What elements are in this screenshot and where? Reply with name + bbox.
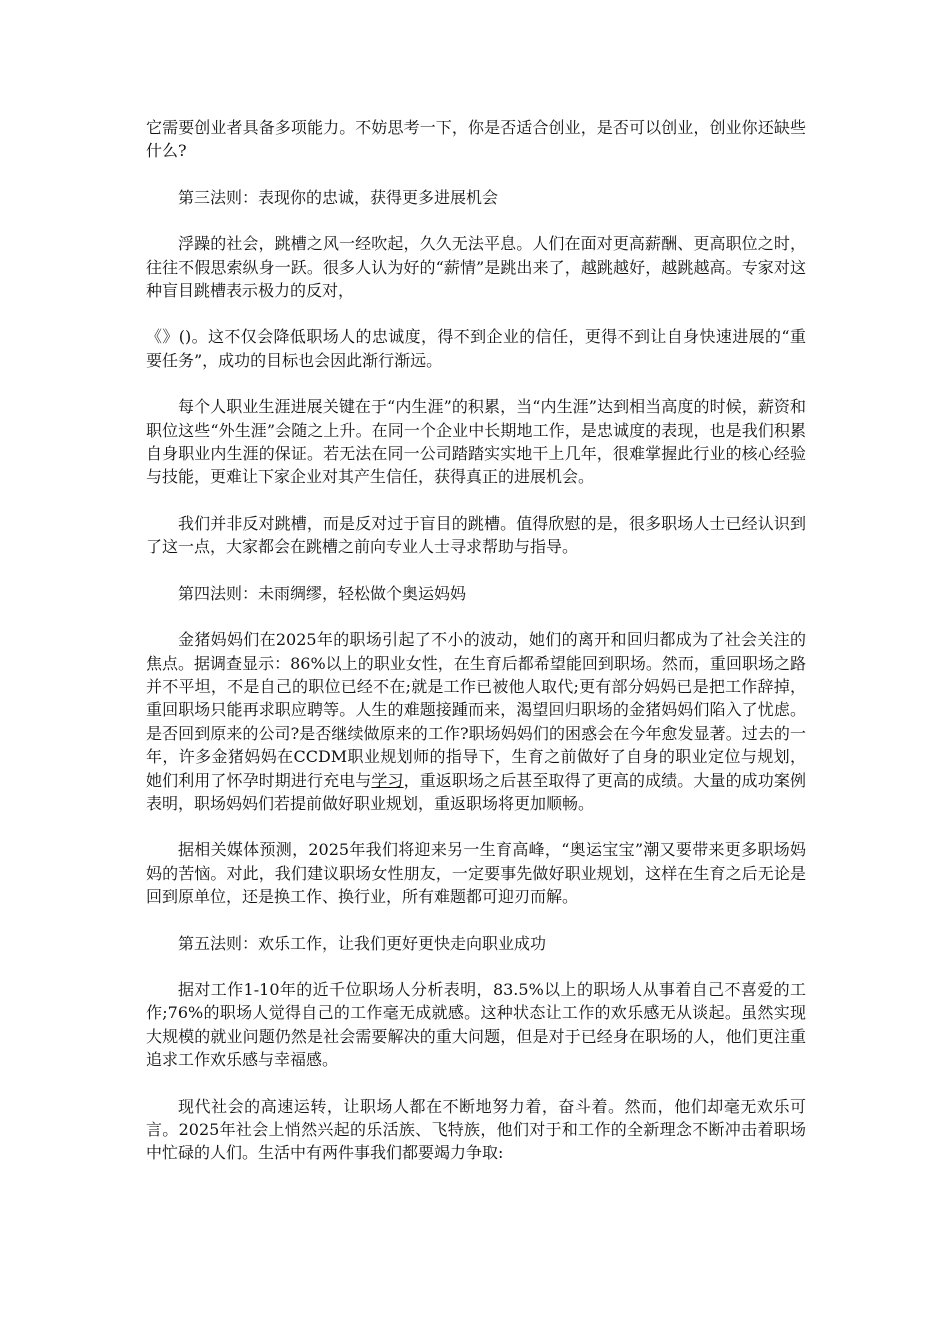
section-heading: 第四法则：未雨绸缪，轻松做个奥运妈妈 <box>178 583 467 603</box>
paragraph: 我们并非反对跳槽，而是反对过于盲目的跳槽。值得欣慰的是，很多职场人士已经认识到了这一点，大家都会在跳槽之前向专业人士寻求帮助与指导。 <box>146 513 806 557</box>
section-heading: 第三法则：表现你的忠诚，获得更多进展机会 <box>178 187 499 207</box>
paragraph: 现代社会的高速运转，让职场人都在不断地努力着，奋斗着。然而，他们却毫无欢乐可言。2025年社会上悄然兴起的乐活族、飞特族，他们对于和工作的全新理念不断冲击着职场中忙碌的人们。生活中有两件事我们都要竭力争取: <box>146 1096 806 1163</box>
paragraph: 《》()。这不仅会降低职场人的忠诚度，得不到企业的信任，更得不到让自身快速进展的“重要任务”，成功的目标也会因此渐行渐远。 <box>146 327 806 370</box>
paragraph-text: 金猪妈妈们在2025年的职场引起了不小的波动，她们的离开和回归都成为了社会关注的焦点。据调查显示：86%以上的职业女性，在生育后都希望能回到职场。然而，重回职场之路并不平坦，不是自己的职位已经不在;就是工作已被他人取代;更有部分妈妈已是把工作辞掉，重回职场只能再求职应聘等。人生的难题接踵而来，渴望回归职场的金猪妈妈们陷入了忧虑。是否回到原来的公司?是否继续做原来的工作?职场妈妈们的困惑会在今年愈发显著。过去的一年，许多金猪妈妈在CCDM职业规划师的指导下，生育之前做好了自身的职业定位与规划，她们利用了怀孕时期进行充电与 <box>146 630 806 790</box>
paragraph-text: ，重返职场之后甚至取得了更高的成绩。大量的成功案例表明，职场妈妈们若提前做好职业规划，重返职场将更加顺畅。 <box>146 770 806 813</box>
paragraph <box>146 628 806 815</box>
paragraph: 它需要创业者具备多项能力。不妨思考一下，你是否适合创业，是否可以创业，创业你还缺些什么? <box>146 118 806 161</box>
paragraph: 浮躁的社会，跳槽之风一经吹起，久久无法平息。人们在面对更高薪酬、更高职位之时，往往不假思索纵身一跃。很多人认为好的“薪情”是跳出来了，越跳越好，越跳越高。专家对这种盲目跳槽表示极力的反对， <box>146 234 806 301</box>
document-body <box>146 116 806 1165</box>
study-link[interactable]: 学习 <box>371 770 404 790</box>
paragraph: 每个人职业生涯进展关键在于“内生涯”的积累，当“内生涯”达到相当高度的时候，薪资和职位这些“外生涯”会随之上升。在同一个企业中长期地工作，是忠诚度的表现，也是我们积累自身职业内生涯的保证。若无法在同一公司踏踏实实地干上几年，很难掌握此行业的核心经验与技能，更难让下家企业对其产生信任，获得真正的进展机会。 <box>146 397 806 487</box>
section-heading: 第五法则：欢乐工作，让我们更好更快走向职业成功 <box>178 933 547 953</box>
paragraph: 据相关媒体预测，2025年我们将迎来另一生育高峰，“奥运宝宝”潮又要带来更多职场妈妈的苦恼。对此，我们建议职场女性朋友，一定要事先做好职业规划，这样在生育之后无论是回到原单位，还是换工作、换行业，所有难题都可迎刃而解。 <box>146 840 806 907</box>
paragraph: 据对工作1-10年的近千位职场人分析表明，83.5%以上的职场人从事着自己不喜爱的工作;76%的职场人觉得自己的工作毫无成就感。这种状态让工作的欢乐感无从谈起。虽然实现大规模的就业问题仍然是社会需要解决的重大问题，但是对于已经身在职场的人，他们更注重追求工作欢乐感与幸福感。 <box>146 979 806 1070</box>
